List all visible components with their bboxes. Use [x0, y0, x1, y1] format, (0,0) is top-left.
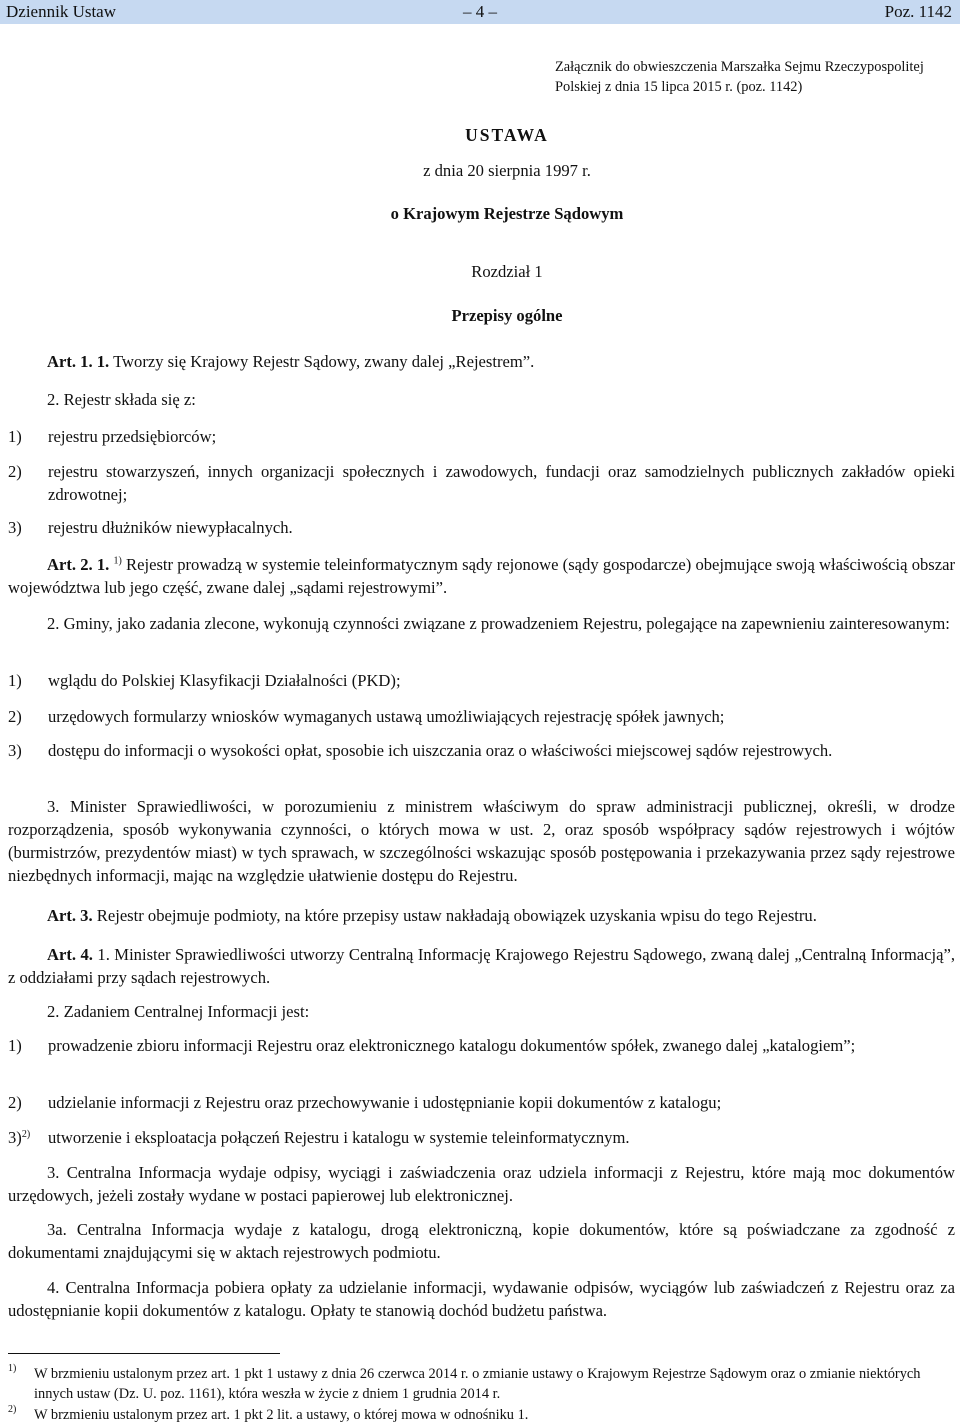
art4-para3: 3. Centralna Informacja wydaje odpisy, wyciągi i zaświadczenia oraz udziela informacji z Rejestru, które mają moc dokumentów urzędowych, jeżeli zostały wydane w postaci papierowej lub elektronicznej.	[8, 1163, 955, 1205]
art3-para: Art. 3. Rejestr obejmuje podmioty, na które przepisy ustaw nakładają obowiązek uzyskania wpisu do tego Rejestru.	[47, 906, 817, 925]
chapter-label: Rozdział 1	[471, 262, 543, 281]
art4-para3a: 3a. Centralna Informacja wydaje z katalogu, drogą elektroniczną, kopie dokumentów, które są poświadczane za zgodność z dokumentami znajdującymi się w aktach rejestrowych podmiotu.	[8, 1220, 955, 1262]
chapter-title: Przepisy ogólne	[451, 306, 563, 325]
list-item: 1) rejestru przedsiębiorców;	[8, 427, 217, 446]
footnote: 1) W brzmieniu ustalonym przez art. 1 pkt 1 ustawy z dnia 26 czerwca 2014 r. o zmianie ustawy o Krajowym Rejestrze Sądowym oraz o zmianie niektórych innych ustaw (Dz. U. poz. 1161), która weszła w życie z dniem 1 grudnia 2014 r.	[8, 1363, 921, 1402]
list-item: 3) rejestru dłużników niewypłacalnych.	[8, 518, 293, 537]
act-subject: o Krajowym Rejestrze Sądowym	[390, 204, 624, 223]
footnote-divider	[8, 1353, 280, 1354]
footnote: 2) W brzmieniu ustalonym przez art. 1 pkt 2 lit. a ustawy, o której mowa w odnośniku 1.	[8, 1404, 529, 1423]
list-item: 1) wglądu do Polskiej Klasyfikacji Działalności (PKD);	[8, 671, 401, 690]
page-header	[0, 0, 960, 24]
art2-heading: Art. 2. 1.	[47, 555, 110, 574]
art2-para3: 3. Minister Sprawiedliwości, w porozumieniu z ministrem właściwym do spraw administracji publicznej, określi, w drodze rozporządzenia, sposób wykonywania czynności, o których mowa w ust. 2, oraz sposób współpracy sądów rejestrowych i wójtów (burmistrzów, prezydentów miast) w tych sprawach, w szczególności wskazując sposób postępowania i przekazywania przez sądy rejestrowe niezbędnych informacji, mając na względzie ułatwienie dostępu do Rejestru.	[8, 797, 955, 885]
art2-para2: 2. Gminy, jako zadania zlecone, wykonują czynności związane z prowadzeniem Rejestru, polegające na zapewnieniu zainteresowanym:	[47, 614, 950, 633]
art1-para1: Art. 1. 1. Tworzy się Krajowy Rejestr Sądowy, zwany dalej „Rejestrem”.	[47, 352, 535, 371]
art2-para1: Art. 2. 1. $^{1)}$ Rejestr prowadzą w systemie teleinformatycznym sądy rejonowe (sądy gospodarcze) obejmujące swoją właściwością obszar województwa lub jego część, zwane dalej „sądami rejestrowymi”.	[8, 555, 955, 597]
art4-heading: Art. 4.	[47, 945, 93, 964]
art4-para4: 4. Centralna Informacja pobiera opłaty za udzielanie informacji, wydawanie odpisów, wyciągów lub zaświadczeń z Rejestru oraz za udostępnianie kopii dokumentów z katalogu. Opłaty te stanowią dochód budżetu państwa.	[8, 1278, 955, 1320]
list-item: 1) prowadzenie zbioru informacji Rejestru oraz elektronicznego katalogu dokumentów spółek, zwanego dalej „katalogiem”;	[8, 1036, 856, 1055]
art4-para1: Art. 4. 1. Minister Sprawiedliwości utworzy Centralną Informację Krajowego Rejestru Sądowego, zwaną dalej „Centralną Informacją”, z oddziałami przy sądach rejestrowych.	[8, 945, 955, 987]
position-number: Poz. 1142	[884, 2, 952, 21]
footnote-ref: 1)	[113, 555, 122, 567]
list-item: 2) udzielanie informacji z Rejestru oraz przechowywanie i udostępnianie kopii dokumentów z katalogu;	[8, 1093, 722, 1112]
footnote-ref: 2)	[21, 1129, 31, 1140]
journal-name: Dziennik Ustaw	[6, 2, 117, 21]
act-date: z dnia 20 sierpnia 1997 r.	[423, 161, 591, 180]
art1-para2: 2. Rejestr składa się z:	[47, 390, 196, 409]
list-item: 3)$^{2)}$ utworzenie i eksploatacja połączeń Rejestru i katalogu w systemie teleinformatycznym.	[8, 1128, 630, 1147]
annex-note: Załącznik do obwieszczenia Marszałka Sejmu Rzeczypospolitej Polskiej z dnia 15 lipca 2015 r. (poz. 1142)	[555, 59, 924, 95]
list-item: 2) rejestru stowarzyszeń, innych organizacji społecznych i zawodowych, fundacji oraz samodzielnych publicznych zakładów opieki zdrowotnej;	[8, 462, 955, 504]
list-item: 2) urzędowych formularzy wniosków wymaganych ustawą umożliwiających rejestrację spółek jawnych;	[8, 707, 725, 726]
art1-heading: Art. 1. 1.	[47, 352, 110, 371]
art3-heading: Art. 3.	[47, 906, 93, 925]
act-title: USTAWA	[465, 125, 549, 145]
page-number: – 4 –	[463, 2, 497, 21]
art4-para2: 2. Zadaniem Centralnej Informacji jest:	[47, 1002, 310, 1021]
list-item: 3) dostępu do informacji o wysokości opłat, sposobie ich uiszczania oraz o właściwości miejscowej sądów rejestrowych.	[8, 741, 833, 760]
